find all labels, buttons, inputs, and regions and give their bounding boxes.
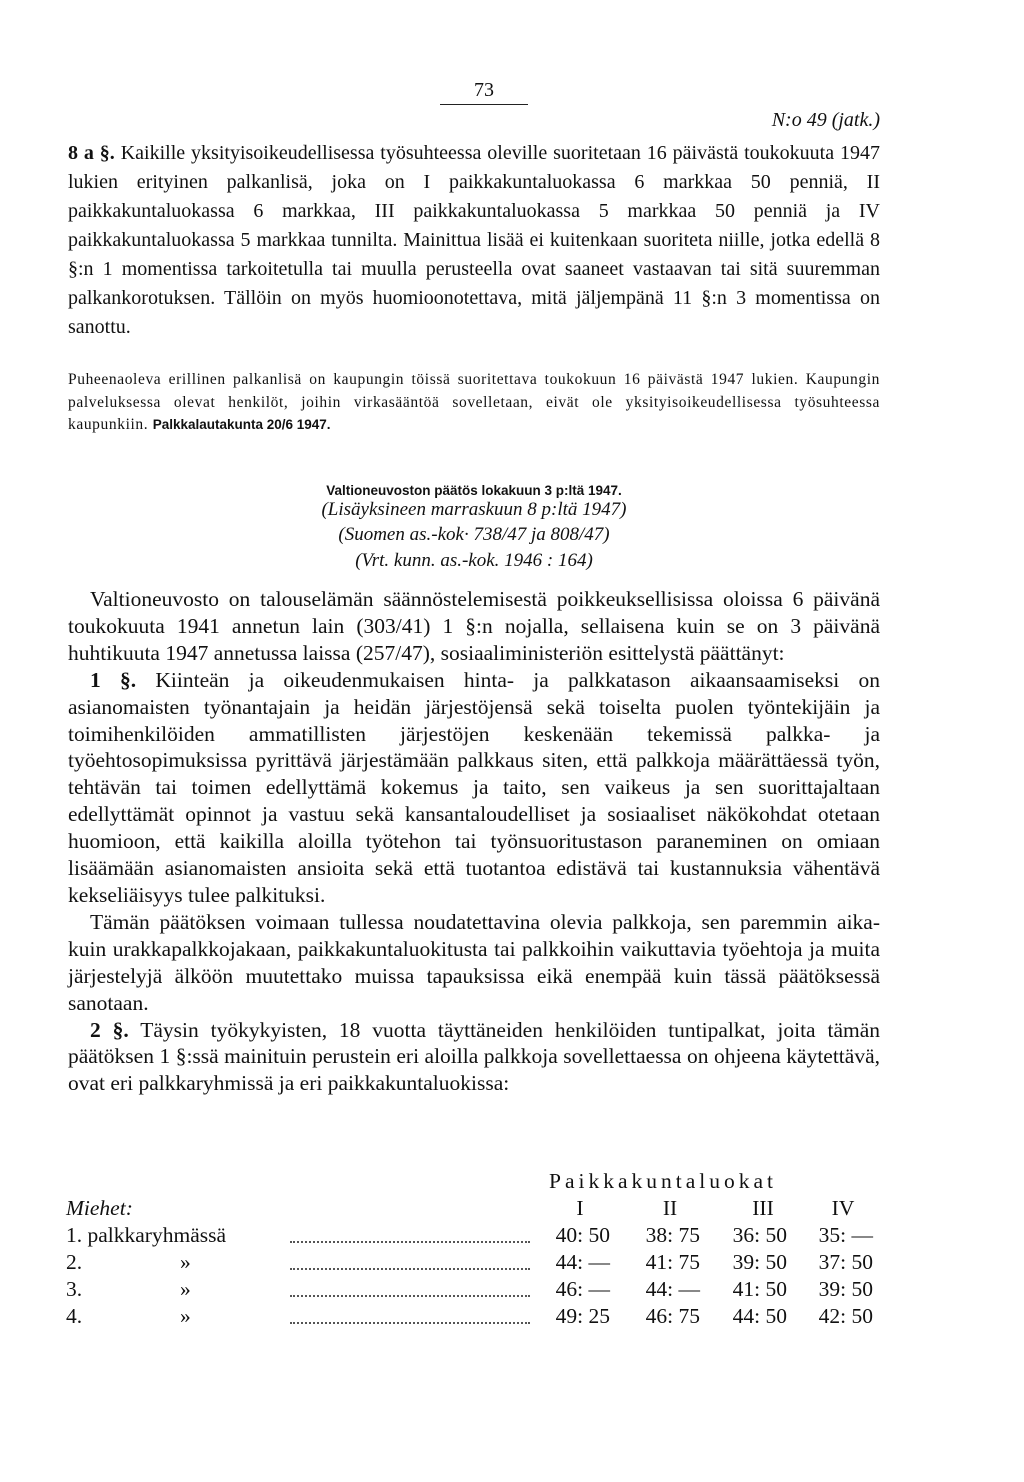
section-8a-paragraph — [68, 139, 880, 342]
table-cell: 35: — — [818, 1223, 873, 1247]
leader-dots — [290, 1294, 530, 1297]
table-cell: 49: 25 — [555, 1304, 610, 1328]
table-cell: 44: — — [555, 1250, 610, 1274]
decision-body — [68, 586, 880, 1097]
table-cell: 38: 75 — [645, 1223, 700, 1247]
note-source: Palkkalautakunta 20/6 1947. — [152, 417, 331, 432]
column-header-II: II — [662, 1196, 678, 1220]
table-cell: 40: 50 — [555, 1223, 610, 1247]
leader-dots — [290, 1321, 530, 1324]
table-group-header: Paikkakuntaluokat — [549, 1169, 778, 1193]
note-text: Puheenaoleva erillinen palkanlisä on kaupungin töissä suoritettava toukokuun 16 päivästä 1947 lukien. Kaupungin palveluksessa olevat henkilöt, joihin virkasääntöä sovelletaan, eivät ole yksityisoikeudellisessa työsuhteessa kaupunkiin. — [68, 371, 880, 433]
section-1-text: Kiinteän ja oikeudenmukaisen hinta- ja palkkatason aikaansaamiseksi on asianomaisten työnantajain ja heidän järjestöjensä sekä toiselta puolen työntekijäin ja toimihenkilöiden ammatillisten järjestöjen keskenään tekemissä palkka- ja työehtosopimuksissa pyrittävä järjestämään palkkaus siten, että palkkoja määrättäessä työn, tehtävän tai toimen edellyttämä kokemus ja taito, sen vaikeus ja sen suorittajaltaan edellyttämät opinnot ja vastuu sekä kansantaloudelliset ja sosiaaliset näkökohdat otetaan huomioon, että kaikilla aloilla työtehon tai työnsuoritustason paraneminen on omiaan lisäämään asianomaisten ansioita sekä että tuotantoa edistävä tai kustannuksia vähentävä kekseliäisyys tulee palkituksi. — [68, 667, 880, 907]
table-cell: 39: 50 — [818, 1277, 873, 1301]
table-cell: 36: 50 — [732, 1223, 787, 1247]
ditto-mark: » — [180, 1250, 191, 1274]
section-2-text: Täysin työkykyisten, 18 vuotta täyttäneiden henkilöiden tuntipalkat, joita tämän päätöksen 1 §:ssä mainituin perustein eri aloilla palkkoja sovellettaessa on ohjeena käytettävä, ovat eri palkkaryhmissä ja eri paikkakuntaluokissa: — [68, 1017, 880, 1096]
section-1-paragraph — [68, 667, 880, 909]
page-number: 73 — [474, 79, 494, 101]
section-8a-text: Kaikille yksityisoikeudellisessa työsuhteessa oleville suoritetaan 16 päivästä toukokuuta 1947 lukien erityinen palkanlisä, joka on I paikkakuntaluokassa 6 markkaa 50 penniä, II paikkakuntaluokassa 6 markkaa, III paikkakuntaluokassa 5 markkaa 50 penniä ja IV paikkakuntaluokassa 5 markkaa tunnilta. Mainittua lisää ei kuitenkaan suoriteta niille, jotka edellä 8 §:n 1 momentissa tarkoitetulla tai muulla perusteella ovat saaneet vastaavan tai sitä suuremman palkankorotuksen. Tällöin on myös huomioonotettava, mitä jäljempänä 11 §:n 3 momentissa on sanottu. — [68, 142, 881, 338]
table-cell: 46: 75 — [645, 1304, 700, 1328]
table-row-label: 3. — [66, 1277, 83, 1301]
page-number-rule — [440, 104, 528, 105]
table-row-label: 4. — [66, 1304, 83, 1328]
table-row-label: 1. palkkaryhmässä — [66, 1223, 227, 1247]
section-2-number: 2 §. — [90, 1017, 129, 1042]
section-8a-number: 8 a §. — [68, 142, 115, 164]
section-2-paragraph — [68, 1017, 880, 1098]
table-cell: 37: 50 — [818, 1250, 873, 1274]
table-cell: 39: 50 — [732, 1250, 787, 1274]
table-cell: 42: 50 — [818, 1304, 873, 1328]
column-header-III: III — [752, 1196, 774, 1220]
leader-dots — [290, 1267, 530, 1270]
leader-dots — [290, 1240, 530, 1243]
column-header-I: I — [576, 1196, 584, 1220]
table-cell: 46: — — [555, 1277, 610, 1301]
decision-subtitle-1: (Lisäyksineen marraskuun 8 p:ltä 1947) — [321, 499, 627, 520]
section-1-paragraph-2: Tämän päätöksen voimaan tullessa noudatettavina olevia palkkoja, sen paremmin aika- kuin urakkapalkkojakaan, paikkakuntaluokitusta tai palkkoihin vaikuttavia työehtoja ja muita järjestelyjä älköön muutettako muissa tapauksissa eikä enempää kuin tässä päätöksessä sanotaan. — [68, 909, 880, 1015]
table-cell: 41: 50 — [732, 1277, 787, 1301]
ditto-mark: » — [180, 1304, 191, 1328]
decision-subtitle-3: (Vrt. kunn. as.-kok. 1946 : 164) — [355, 550, 593, 571]
ditto-mark: » — [180, 1277, 191, 1301]
table-cell: 41: 75 — [645, 1250, 700, 1274]
decision-title: Valtioneuvoston päätös lokakuun 3 p:ltä 1947. — [326, 483, 622, 498]
column-header-IV: IV — [831, 1196, 855, 1220]
document-reference: N:o 49 (jatk.) — [771, 109, 880, 131]
intro-paragraph: Valtioneuvosto on talouselämän säännöstelemisestä poikkeuksellisissa oloissa 6 päivänä toukokuuta 1941 annetun lain (303/41) 1 §:n nojalla, sellaisena kuin se on 3 päivänä huhtikuuta 1947 annetussa laissa (257/47), sosiaaliministeriön esittelystä päättänyt: — [68, 587, 880, 665]
section-1-number: 1 §. — [90, 667, 137, 692]
table-cell: 44: 50 — [732, 1304, 787, 1328]
table-row-header: Miehet: — [66, 1196, 133, 1220]
decision-subtitle-2: (Suomen as.-kok· 738/47 ja 808/47) — [338, 524, 610, 545]
table-row-label: 2. — [66, 1250, 83, 1274]
table-cell: 44: — — [645, 1277, 700, 1301]
note-paragraph — [68, 369, 880, 437]
